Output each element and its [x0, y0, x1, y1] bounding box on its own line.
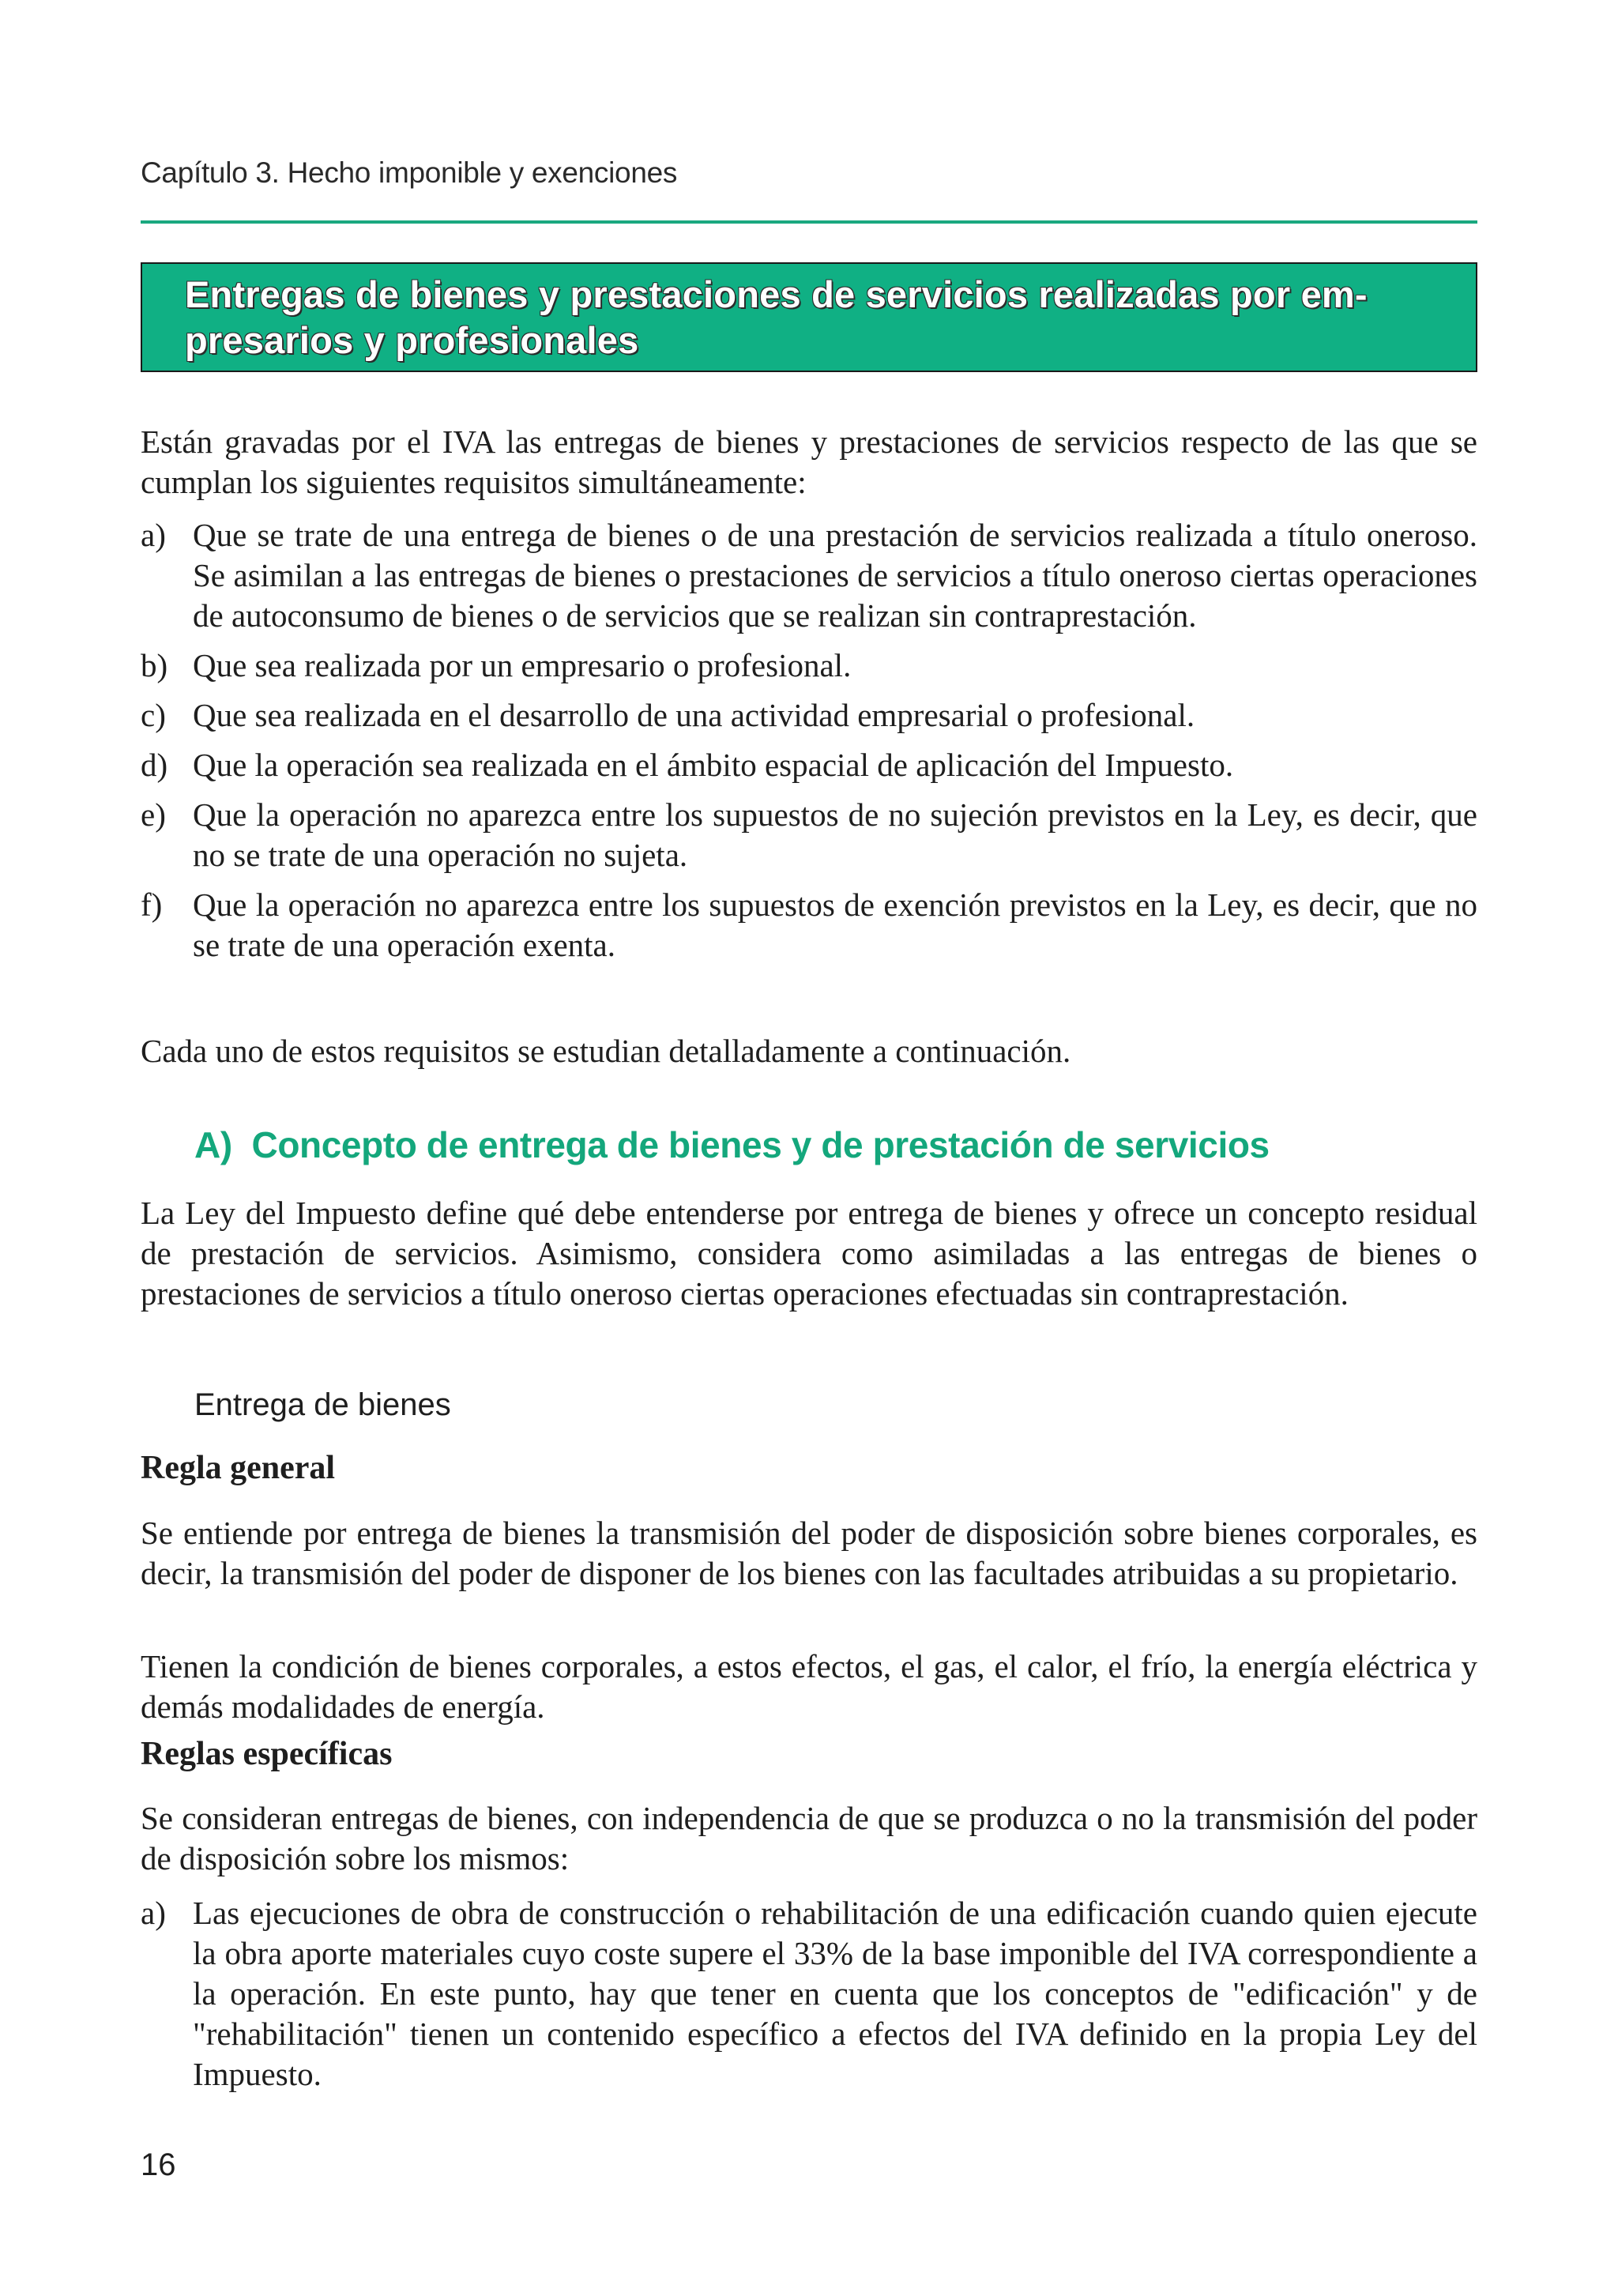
list-item [141, 515, 1477, 636]
section-title: Entregas de bienes y prestaciones de servicios realizadas por empresarios y profesionales [185, 273, 1368, 361]
item-text: Las ejecuciones de obra de construcción o rehabilitación de una edificación cuando quien ejecute la obra aporte materiales cuyo coste supere el 33% de la base imponible del IVA correspondiente a la operación. En este punto, hay que tener en cuenta que los conceptos de "edificación" y de "rehabilitación" tienen un contenido específico a efectos del IVA definido en la propia Ley del Impuesto. [193, 1895, 1477, 2092]
list-item [141, 745, 1477, 785]
item-text: Que la operación no aparezca entre los supuestos de no sujeción previstos en la Ley, es decir, que no se trate de una operación no sujeta. [193, 796, 1477, 873]
specific-rules-heading: Reglas específicas [141, 1736, 393, 1772]
entrega-heading: Entrega de bienes [194, 1387, 451, 1422]
item-marker: a) [141, 1895, 166, 1931]
intro-paragraph: Están gravadas por el IVA las entregas de bienes y prestaciones de servicios respecto de las que se cumplan los siguientes requisitos simultáneamente: [141, 423, 1477, 500]
subsection-intro: La Ley del Impuesto define qué debe entenderse por entrega de bienes y ofrece un concepto residual de prestación de servicios. Asimismo, considera como asimiladas a las entregas de bienes o prestaciones de servicios a título oneroso ciertas operaciones efectuadas sin contraprestación. [141, 1195, 1477, 1312]
specific-rules-list [141, 1893, 1477, 2104]
running-head: Capítulo 3. Hecho imponible y exenciones [141, 156, 678, 189]
item-marker: b) [141, 647, 168, 683]
general-rule-paragraph-1: Se entiende por entrega de bienes la transmisión del poder de disposición sobre bienes corporales, es decir, la transmisión del poder de disponer de los bienes con las facultades atribuidas a su propietario. [141, 1515, 1477, 1591]
specific-rules-intro: Se consideran entregas de bienes, con independencia de que se produzca o no la transmisión del poder de disposición sobre los mismos: [141, 1800, 1477, 1876]
subsection-title: A) Concepto de entrega de bienes y de prestación de servicios [194, 1124, 1270, 1165]
list-item [141, 646, 1477, 686]
requirements-closing: Cada uno de estos requisitos se estudian detalladamente a continuación. [141, 1033, 1071, 1069]
item-text: Que la operación no aparezca entre los supuestos de exención previstos en la Ley, es decir, que no se trate de una operación exenta. [193, 886, 1477, 963]
list-item [141, 695, 1477, 736]
item-marker: e) [141, 796, 166, 833]
page-number: 16 [141, 2147, 176, 2182]
list-item [141, 795, 1477, 875]
item-text: Que sea realizada por un empresario o profesional. [193, 647, 852, 683]
header-rule [141, 220, 1477, 224]
requirements-list [141, 515, 1477, 975]
general-rule-paragraph-2: Tienen la condición de bienes corporales, a estos efectos, el gas, el calor, el frío, la energía eléctrica y demás modalidades de energía. [141, 1648, 1477, 1725]
list-item [141, 1893, 1477, 2095]
item-marker: c) [141, 697, 166, 733]
list-item [141, 885, 1477, 965]
item-text: Que sea realizada en el desarrollo de una actividad empresarial o profesional. [193, 697, 1195, 733]
item-marker: a) [141, 517, 166, 553]
item-text: Que se trate de una entrega de bienes o de una prestación de servicios realizada a título oneroso. Se asimilan a las entregas de bienes o prestaciones de servicios a título oneroso ciertas operaciones de autoconsumo de bienes o de servicios que se realizan sin contraprestación. [193, 517, 1477, 634]
general-rule-heading: Regla general [141, 1450, 336, 1486]
section-title-box [141, 262, 1477, 372]
item-text: Que la operación sea realizada en el ámbito espacial de aplicación del Impuesto. [193, 747, 1234, 783]
item-marker: f) [141, 886, 163, 923]
item-marker: d) [141, 747, 168, 783]
